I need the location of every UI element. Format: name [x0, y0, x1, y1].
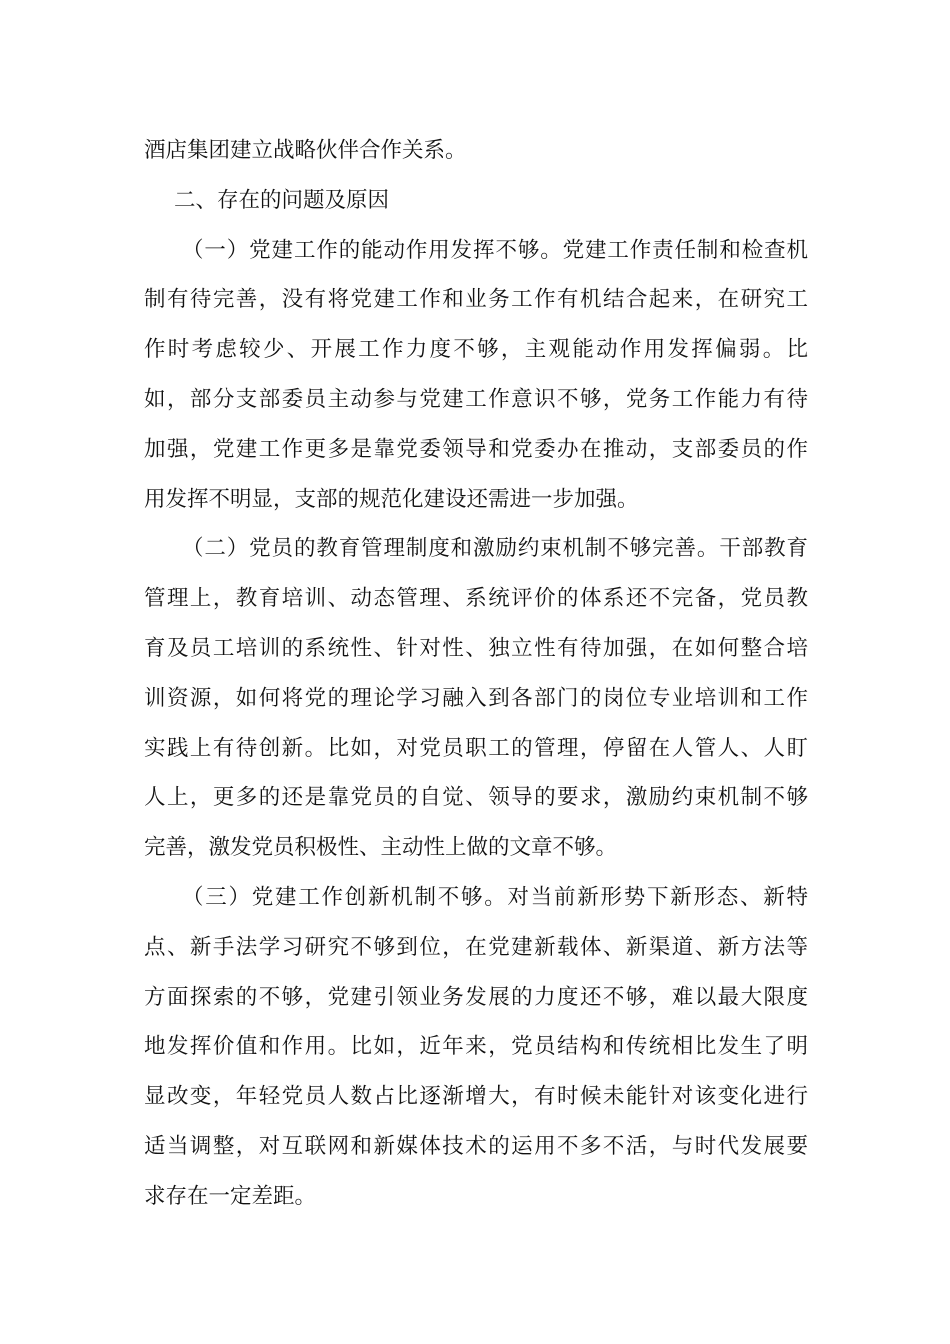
text-line: 完善，激发党员积极性、主动性上做的文章不够。 [144, 835, 618, 861]
text-line: 人上，更多的还是靠党员的自觉、领导的要求，激励约束机制不够 [144, 785, 808, 811]
document-body [144, 126, 808, 1222]
text-line: 育及员工培训的系统性、针对性、独立性有待加强，在如何整合培 [144, 635, 808, 661]
text-line: 酒店集团建立战略伙伴合作关系。 [144, 138, 467, 163]
text-line: 用发挥不明显，支部的规范化建设还需进一步加强。 [144, 486, 639, 512]
text-line: 方面探索的不够，党建引领业务发展的力度还不够，难以最大限度 [144, 984, 808, 1010]
text-line: 地发挥价值和作用。比如，近年来，党员结构和传统相比发生了明 [144, 1034, 808, 1060]
text-line: 管理上，教育培训、动态管理、系统评价的体系还不完备，党员教 [144, 586, 808, 612]
text-line: （三）党建工作创新机制不够。对当前新形势下新形态、新特 [182, 884, 808, 910]
text-line: 如，部分支部委员主动参与党建工作意识不够，党务工作能力有待 [144, 386, 808, 412]
text-line: 实践上有待创新。比如，对党员职工的管理，停留在人管人、人盯 [144, 735, 808, 761]
text-line: （一）党建工作的能动作用发挥不够。党建工作责任制和检查机 [182, 237, 808, 263]
text-line: 显改变，年轻党员人数占比逐渐增大，有时候未能针对该变化进行 [144, 1084, 808, 1110]
text-line: 制有待完善，没有将党建工作和业务工作有机结合起来，在研究工 [144, 287, 808, 313]
text-line: 加强，党建工作更多是靠党委领导和党委办在推动，支部委员的作 [144, 436, 808, 462]
text-line: 训资源，如何将党的理论学习融入到各部门的岗位专业培训和工作 [144, 685, 808, 711]
section-heading: 二、存在的问题及原因 [174, 187, 390, 213]
text-line: 作时考虑较少、开展工作力度不够，主观能动作用发挥偏弱。比 [144, 337, 808, 363]
text-line: 点、新手法学习研究不够到位，在党建新载体、新渠道、新方法等 [144, 934, 808, 960]
text-line: 求存在一定差距。 [144, 1183, 317, 1209]
text-line: （二）党员的教育管理制度和激励约束机制不够完善。干部教育 [182, 536, 808, 562]
text-line: 适当调整，对互联网和新媒体技术的运用不多不活，与时代发展要 [144, 1133, 808, 1159]
